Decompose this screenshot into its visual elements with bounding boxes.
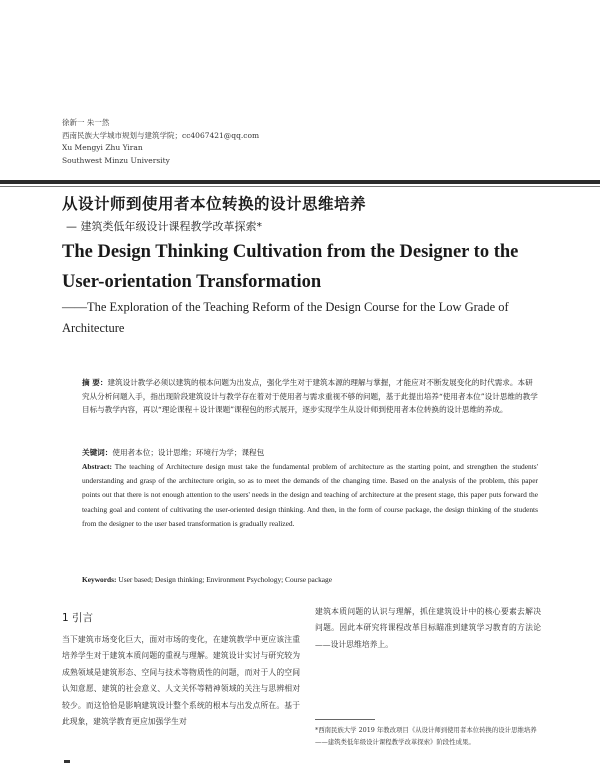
abstract-en-label: Abstract:	[82, 462, 112, 471]
author-affiliation-cn: 西南民族大学城市规划与建筑学院；cc4067421@qq.com	[62, 130, 260, 140]
footnote-divider	[315, 719, 375, 720]
keywords-en-text: User based; Design thinking; Environment Psychology; Course package	[118, 575, 333, 584]
title-en: The Design Thinking Cultivation from the Designer to the User-orientation Transformation	[62, 242, 519, 292]
title-cn: 从设计师到使用者本位转换的设计思维培养	[62, 195, 367, 213]
keywords-en	[82, 573, 538, 586]
page-mark	[64, 760, 70, 763]
abstract-en	[82, 460, 538, 531]
author-affiliation-en: Southwest Minzu University	[62, 155, 170, 165]
abstract-cn-text: 建筑设计教学必须以建筑的根本问题为出发点，强化学生对于建筑本源的理解与掌握，才能应对不断发展变化的时代需求。本研究从分析问题入手，指出现阶段建筑设计与教学存在着对于使用者与需求重视不够的问题，基于此提出培养“使用者本位”设计思维的教学目标与教学内容，再以“理论课程＋设计课题”课程包的形式展开，逐步实现学生从设计师到使用者本位转换的设计思维的养成。	[82, 378, 538, 415]
subtitle-cn: — 建筑类低年级设计课程教学改革探索*	[66, 220, 262, 233]
footnote: *西南民族大学 2019 年教改项目《从设计师到使用者本位转换的设计思维培养——建筑类低年级设计课程教学改革探索》阶段性成果。	[315, 726, 537, 746]
keywords-en-label: Keywords:	[82, 575, 117, 584]
section-heading: 1 引言	[62, 612, 94, 624]
header-divider-thin	[0, 186, 600, 187]
subtitle-en: ——The Exploration of the Teaching Reform of the Design Course for the Low Grade of Architecture	[62, 300, 509, 335]
body-column-right: 建筑本质问题的认识与理解，抓住建筑设计中的核心要素去解决问题。因此本研究将课程改革目标瞄准到建筑学习教育的方法论——设计思维培养上。	[315, 607, 541, 649]
author-block	[62, 117, 259, 167]
keywords-cn-label: 关键词：	[82, 448, 113, 457]
abstract-cn	[82, 376, 538, 417]
author-names-cn: 徐新一 朱一然	[62, 118, 110, 127]
header-divider-thick	[0, 180, 600, 184]
author-names-en: Xu Mengyi Zhu Yiran	[62, 143, 143, 152]
abstract-cn-label: 摘 要：	[82, 378, 108, 387]
keywords-cn	[82, 446, 538, 459]
abstract-en-text: The teaching of Architecture design must take the fundamental problem of architecture as the starting point, and strengthen the students' understanding and grasp of the architecture origin, so as to meet the demands of the changing time. Based on the analysis of the problem, this paper points out that there is not enough attention to the users' needs in the design and teaching of architecture at the present stage, this paper puts forward the teaching goal and content of cultivating the user-oriented design thinking. And then, in the form of course package, the design thinking of the students from the designer to the user based transformation is gradually realized.	[82, 462, 538, 528]
body-column-left: 当下建筑市场变化巨大，面对市场的变化，在建筑教学中更应该注重培养学生对于建筑本质问题的重视与理解。建筑设计实讨与研究较为成熟领域是建筑形态、空间与技术等物质性的问题，而对于人的空间认知意愿、建筑的社会意义、人文关怀等精神领域的关注与思辨相对较少。而这恰恰是影响建筑设计整个系统的根本与出发点所在。基于此现象，建筑学教育更应加强学生对	[62, 635, 300, 727]
keywords-cn-text: 使用者本位；设计思维；环境行为学；课程包	[112, 448, 265, 457]
